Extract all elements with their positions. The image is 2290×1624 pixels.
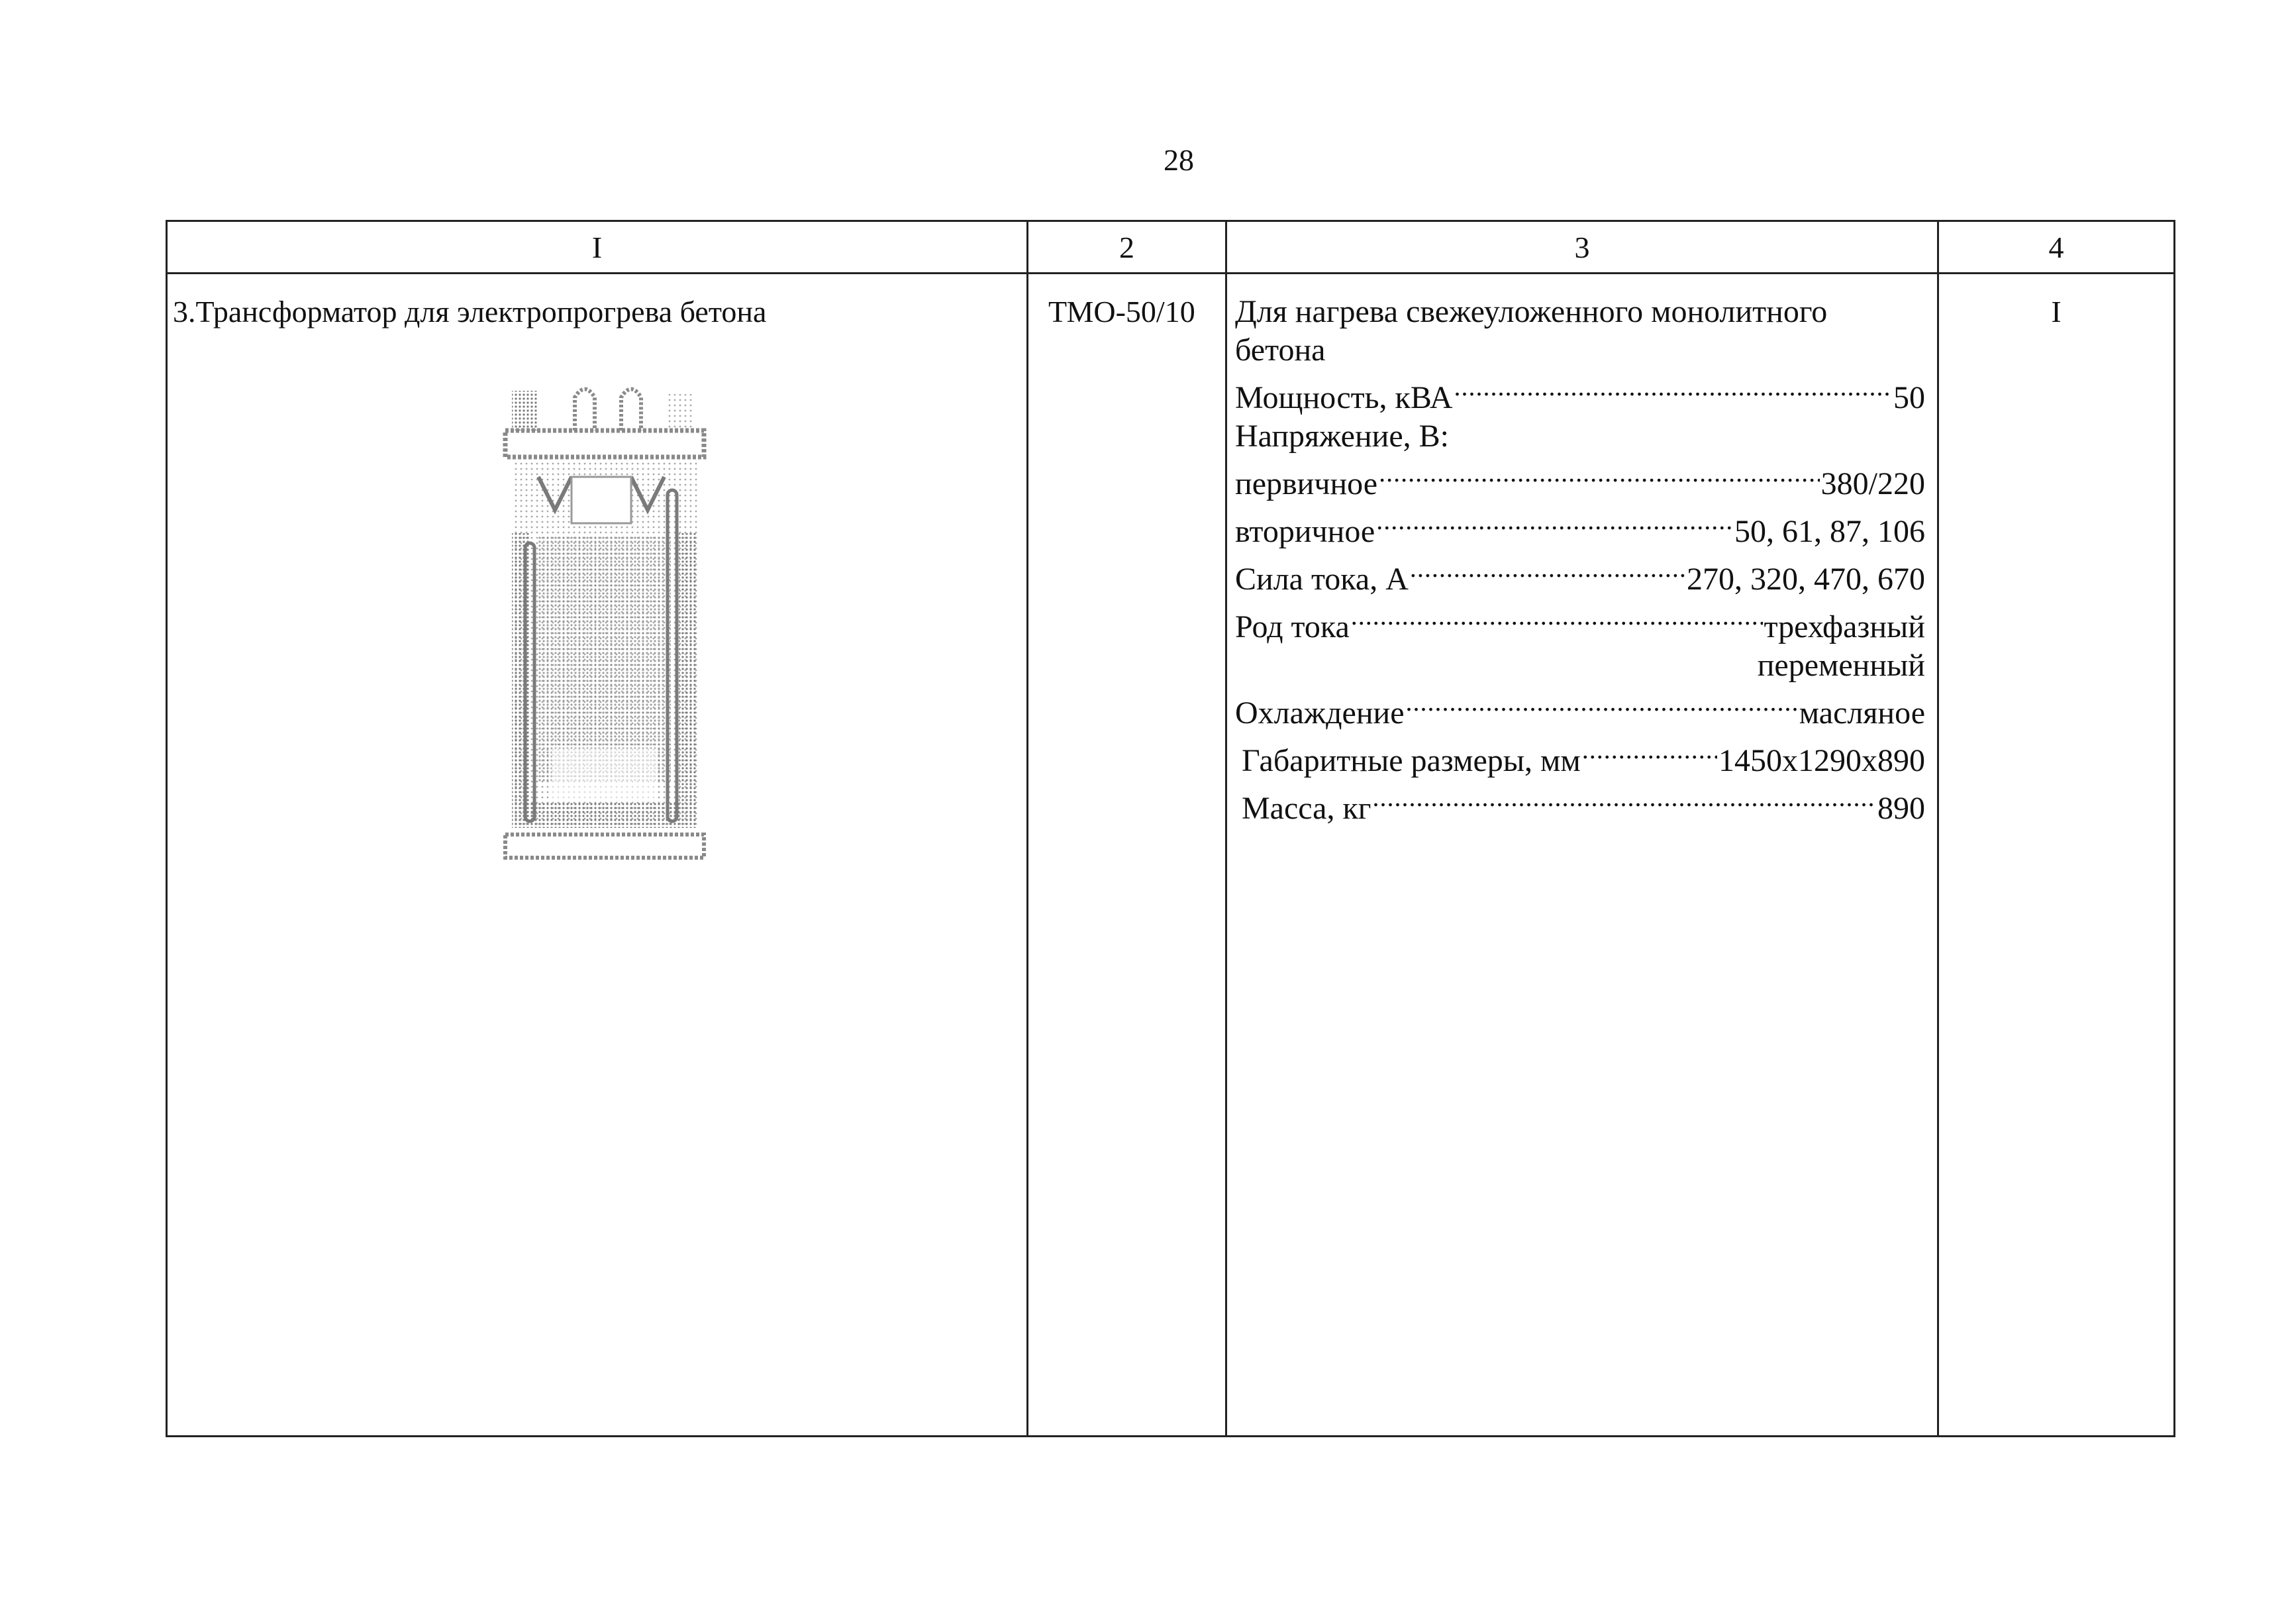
- dimensions-label: Габаритные размеры, мм: [1242, 743, 1581, 778]
- spec-mass: [1235, 780, 1925, 828]
- current-value: 270, 320, 470, 670: [1687, 562, 1925, 597]
- spec-power: [1235, 370, 1925, 417]
- cooling-value: масляное: [1799, 695, 1925, 731]
- leader-dots: [1379, 456, 1820, 494]
- purpose-line-1: Для нагрева свежеуложенного монолитного: [1235, 294, 1828, 329]
- specification-table: [166, 220, 2175, 1437]
- current-label: Сила тока, А: [1235, 562, 1409, 597]
- model-code: ТМО-50/10: [1048, 295, 1195, 329]
- table-header-row: [167, 221, 2175, 274]
- spec-cooling: [1235, 685, 1925, 733]
- leader-dots: [1454, 370, 1892, 408]
- spec-primary-voltage: [1235, 456, 1925, 503]
- current-type-label: Род тока: [1235, 609, 1350, 644]
- leader-dots: [1351, 599, 1763, 637]
- header-col-3: 3: [1226, 221, 1938, 274]
- secondary-value: 50, 61, 87, 106: [1734, 514, 1925, 549]
- header-col-4: 4: [1938, 221, 2175, 274]
- header-col-1: I: [167, 221, 1028, 274]
- leader-dots: [1376, 503, 1733, 542]
- leader-dots: [1582, 733, 1717, 771]
- description-block: [1227, 274, 1937, 828]
- item-name: 3.Трансформатор для электропрогрева бетона: [173, 295, 767, 329]
- power-value: 50: [1893, 380, 1925, 415]
- leader-dots: [1406, 685, 1798, 723]
- secondary-label: вторичное: [1235, 514, 1375, 549]
- mass-label: Масса, кг: [1242, 791, 1371, 826]
- cell-model: [1028, 274, 1226, 1437]
- spec-dimensions: [1235, 733, 1925, 780]
- cell-name: [167, 274, 1028, 1437]
- voltage-heading: Напряжение, В:: [1235, 419, 1449, 454]
- cooling-label: Охлаждение: [1235, 695, 1405, 731]
- leader-dots: [1373, 780, 1877, 819]
- page-number: 28: [1164, 143, 1194, 177]
- header-col-2: 2: [1028, 221, 1226, 274]
- current-type-value-1: трехфазный: [1764, 609, 1925, 644]
- power-label: Мощность, кВА: [1235, 380, 1453, 415]
- spec-current: [1235, 551, 1925, 599]
- transformer-drawing: [499, 378, 711, 868]
- primary-label: первичное: [1235, 466, 1378, 501]
- dimensions-value: 1450x1290x890: [1718, 743, 1925, 778]
- spec-secondary-voltage: [1235, 503, 1925, 551]
- category-value: I: [2051, 295, 2062, 329]
- current-type-value-2: переменный: [1757, 648, 1925, 683]
- leader-dots: [1410, 551, 1685, 589]
- purpose-line-2: бетона: [1235, 332, 1326, 368]
- spec-current-type: [1235, 599, 1925, 646]
- cell-description: [1226, 274, 1938, 1437]
- cell-category: [1938, 274, 2175, 1437]
- mass-value: 890: [1877, 791, 1925, 826]
- primary-value: 380/220: [1820, 466, 1925, 501]
- table-row: [167, 274, 2175, 1437]
